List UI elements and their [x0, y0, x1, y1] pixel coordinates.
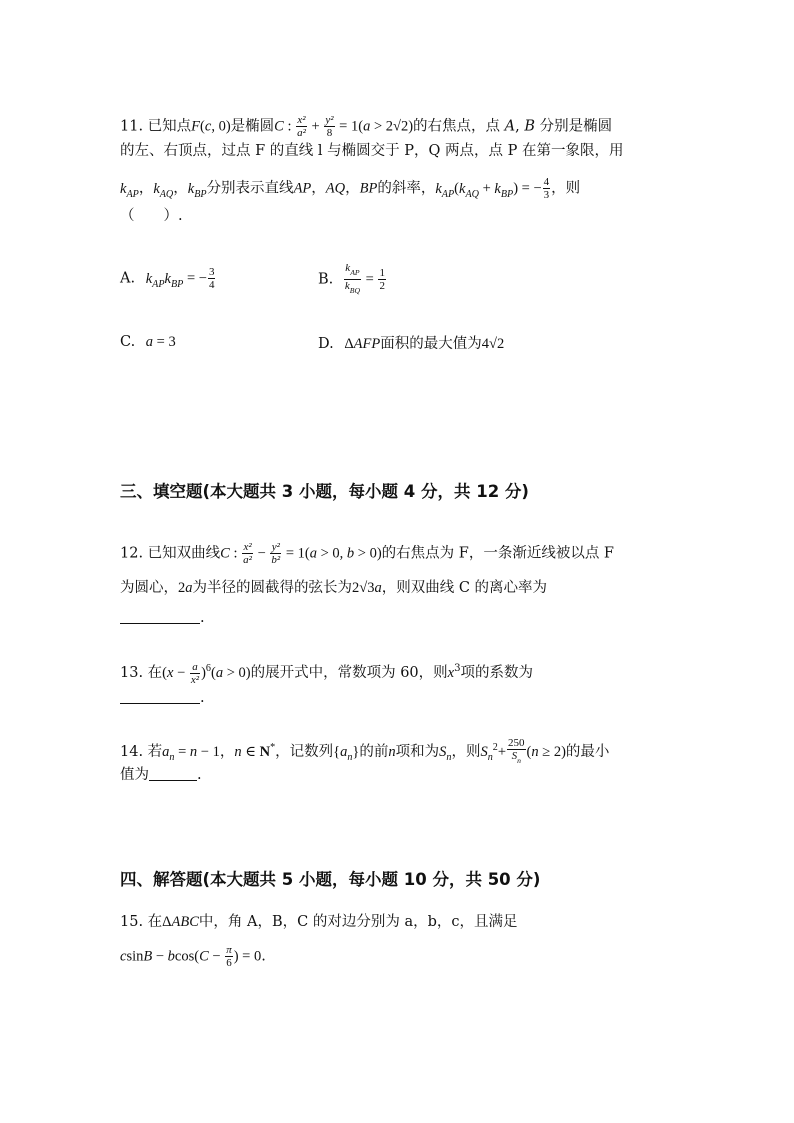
q14-line-1: 14. 若$a_n = n - 1$，n ∈ N*，记数列$\{a_n\}$的前n项和为$S_n$，则$S_n^2+$ $\frac{250}{S_n}$ (n ≥ 2)的最小	[120, 737, 610, 765]
q11-text: 11. 已知点	[120, 118, 192, 135]
q11-option-D[interactable]: D. ΔAFP面积的最大值为4√2	[318, 336, 505, 352]
q12-line-2: 为圆心，2a为半径的圆截得的弦长为2√3a，则双曲线 C 的离心率为	[120, 580, 548, 596]
q11-option-C[interactable]: C. a = 3	[120, 334, 176, 350]
q11-option-B[interactable]: B. $\frac{k_{AP}}{k_{BQ}}$ = $\frac{1}{2}$	[318, 262, 385, 295]
q13-line-2: .	[120, 688, 205, 708]
point-F-formula: F	[191, 118, 201, 135]
q15-line-2: csinB − bcos(C − $\frac{\pi}{6}$ ) = 0.	[120, 944, 266, 969]
q11-line-1: 11. 已知点F(c, 0)是椭圆C : $\frac{\text{x²}}{\text{a²}}$ + $\frac{\text{y²}}{8}$ = 1(a > 2√2)的右焦点，点 A, B 分别是椭圆	[120, 114, 613, 139]
q15-line-1: 15. 在ΔABC中，角 A，B，C 的对边分别为 a，b，c，且满足	[120, 914, 518, 930]
q12-line-3: .	[120, 608, 205, 628]
q14-line-2: 值为 .	[120, 767, 202, 783]
q11-line-3: $k_{AP}$，$k_{AQ}$，$k_{BP}$分别表示直线AP，AQ，BP的斜率，$k_{AP}(k_{AQ} + k_{BP})$ = − $\frac{4}{3}$ ，则	[120, 176, 581, 201]
q14-answer-blank[interactable]	[149, 766, 197, 781]
section-3-heading: 三、填空题(本大题共 3 小题，每小题 4 分，共 12 分)	[120, 482, 529, 501]
q11-line-2: 的左、右顶点，过点 F 的直线 l 与椭圆交于 P，Q 两点，点 P 在第一象限，用	[120, 143, 624, 159]
q12-answer-blank[interactable]	[120, 609, 200, 624]
section-4-heading: 四、解答题(本大题共 5 小题，每小题 10 分，共 50 分)	[120, 870, 541, 889]
q13-line-1: 13. 在(x − $\frac{a}{\text{x²}}$ )$^6$(a > 0)的展开式中，常数项为 60，则$x^3$项的系数为	[120, 660, 534, 686]
q12-line-1: 12. 已知双曲线C : $\frac{\text{x²}}{\text{a²}}$ − $\frac{\text{y²}}{\text{b²}}$ = 1(a > 0, b > 0)的右焦点为 F，一条渐近线被以点 F	[120, 541, 614, 566]
q13-answer-blank[interactable]	[120, 689, 200, 704]
q11-line-4: （ ）.	[120, 208, 183, 224]
q11-option-A[interactable]: A. $k_{AP}k_{BP}$ = − $\frac{3}{4}$	[120, 266, 215, 291]
